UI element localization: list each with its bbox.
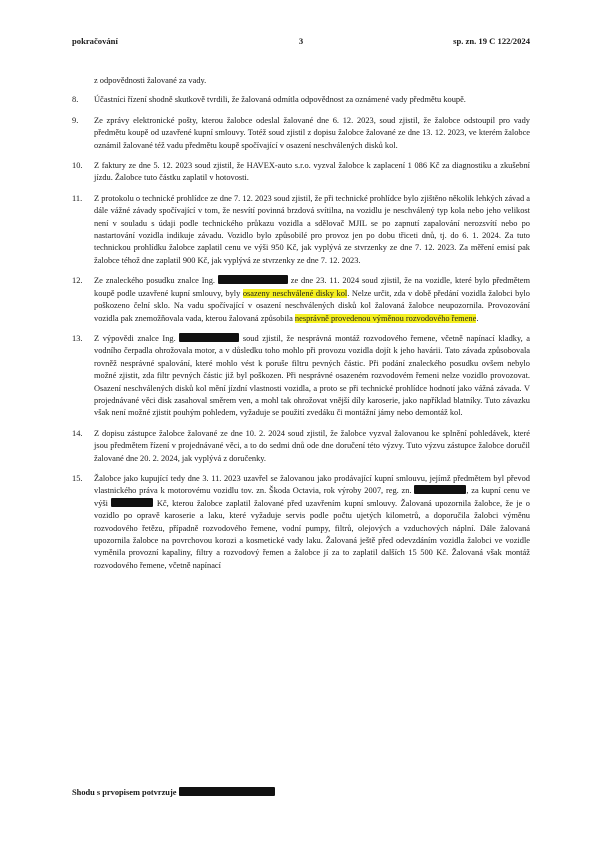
paragraph-12 (72, 275, 530, 325)
redaction-bar (179, 787, 275, 796)
text-segment: . (476, 313, 479, 323)
paragraph-number: 8. (72, 95, 79, 105)
header-continuation-label: pokračování (72, 36, 118, 46)
highlighted-text: nesprávně provedenou výměnou rozvodového řemene (294, 313, 477, 323)
paragraph-text: Účastníci řízení shodně skutkově tvrdili, že žalovaná odmítla odpovědnost za oznámené vady předmětu koupě. (94, 95, 466, 105)
paragraph-11 (72, 193, 530, 267)
paragraph-text: Ze zprávy elektronické pošty, kterou žalobce odeslal žalované dne 6. 12. 2023, soud zjistil, že žalobce odstoupil pro vady předmětu koupě od uzavřené kupní smlouvy. Totéž soud zjistil z dopisu žalobce žalované ze dne 13. 12. 2023, ve kterém žalobce oznámil žalované též vadu předmětu koupě spočívající v osazení neschválených disků kol. (94, 115, 530, 150)
header-case-number: sp. zn. 19 C 122/2024 (453, 36, 530, 46)
redaction-bar (414, 485, 466, 494)
page-header (72, 36, 530, 50)
text-segment: , za kupní cenu ve výši (94, 486, 530, 508)
paragraph-number: 9. (72, 115, 79, 125)
paragraph-number: 12. (72, 276, 83, 286)
text-segment: ze dne 23. 11. 2024 soud zjistil, že na vozidle, které bylo předmětem koupě podle uzavřené kupní smlouvy, byly (94, 276, 530, 298)
paragraph-text (94, 275, 530, 325)
redaction-bar (218, 275, 288, 284)
text-segment: soud zjistil, že nesprávná montáž rozvodového řemene, včetně napínací kladky, a vodního čerpadla ohrožovala motor, a v důsledku toho mohlo při provozu vozidla dojít k jeho havárii. Tato závada způsobovala rovněž nesprávné spalování, které mohlo vést k poruše filtru pevných částic. Při podání znaleckého posudku ovšem nebylo možné zjistit, zda filtr pevných částic již byl poškozen. Při nesprávné osazeném rozvodovém řemeni nelze vozidlo provozovat. Osazení neschválených disků kol mění jízdní vlastnosti vozidla, a proto se při technické prohlídce hodnotí jako vážná závada. V projednávané věci disk zasahoval směrem ven, a mohl tak ohrožovat vnější díly karoserie, jako například blatníky. Tuto závazku však není možné zjistit pouhým pohledem, vyžaduje se použití zvedáku či montážní jámy nebo demontáž kol. (94, 333, 530, 418)
document-body (72, 75, 530, 580)
paragraph-number: 11. (72, 193, 83, 203)
paragraph-number: 14. (72, 428, 83, 438)
paragraph-8 (72, 94, 530, 106)
redaction-bar (179, 333, 239, 342)
paragraph-number: 10. (72, 161, 83, 171)
certification-footer (72, 787, 275, 797)
paragraph-number: 13. (72, 333, 83, 343)
paragraph-text: Z dopisu zástupce žalobce žalované ze dne 10. 2. 2024 soud zjistil, že žalobce vyzval žalovanou ke splnění pohledávek, které jsou předmětem řízení v projednávané věci, a to do sedmi dnů ode dne doručení této výzvy. Tuto výzvu zástupce žalobce doručil žalované dne 20. 2. 2024, jak vyplývá z doručenky. (94, 428, 530, 463)
paragraph-10 (72, 160, 530, 185)
paragraph-13 (72, 333, 530, 420)
paragraph-9 (72, 115, 530, 152)
continuation-paragraph: z odpovědnosti žalované za vady. (94, 76, 207, 85)
text-segment: Kč, kterou žalobce zaplatil žalované před uzavřením kupní smlouvy. Žalovaná upozornila žalobce, že je o vozidlo po opravě karoserie a laku, které vyžaduje servis podle počtu ujetých kilometrů, a doporučila žalobci výměnu rozvodového řetězu, případně rozvodového řemene, vodní pumpy, filtrů, olejových a vzduchových náplní. Dále žalovaná upozornila žalobce na povrchovou korozi a kosmetické vady laku. Žalovaná ještě před odevzdáním vozidla žalobci ve vozidle vyměnila provozní kapaliny, filtry a rozvodový řemen a žalobce jí za to zaplatil dalších 15 500 Kč. Žalovaná však montáž rozvodového řemene, včetně napínací (94, 498, 530, 570)
paragraph-text (94, 333, 530, 420)
text-segment: Z výpovědi znalce Ing. (94, 333, 180, 343)
text-segment: Ze znaleckého posudku znalce Ing. (94, 276, 218, 286)
highlighted-text: osazeny neschválené disky kol (242, 288, 348, 298)
paragraph-number: 15. (72, 473, 83, 483)
paragraph-text (94, 473, 530, 572)
paragraph-14 (72, 428, 530, 465)
redaction-bar (111, 498, 153, 507)
text-segment: . Nelze určit, zda v době předání vozidla žalobci bylo poškozeno čelní sklo. Na vadu spočívající v osazení neschválených disků kol žalovaná žalobce neupozornila. Provozování vozidla pak znemožňovala vada, kterou žalovaná způsobila (94, 288, 530, 323)
header-page-number: 3 (298, 36, 304, 46)
paragraph-text: Z protokolu o technické prohlídce ze dne 7. 12. 2023 soud zjistil, že při technické prohlídce bylo zjištěno několik lehkých závad a dále vážné závady spočívající v tom, že nesvítí povinná brzdová svítilna, na vozidlu je neschválený typ kola nebo jeho velikost není v souladu s údaji podle technického průkazu vozidla a sdělovač MJIL se po zapnutí zapalování nerozsvítí nebo po nastartování vozidla indikuje závadu. Vozidlo bylo způsobilé pro provoz jen po dobu třiceti dnů, tj. do 6. 1. 2024. Za tuto technickou prohlídku žalobce zaplatil cenu ve výši 950 Kč, jak vyplývá ze stvrzenky ze dne 7. 12. 2023. Za měření emisí pak žalobce téhož dne zaplatil 900 Kč, jak vyplývá ze stvrzenky ze dne 7. 12. 2023. (94, 193, 530, 265)
paragraph-15 (72, 473, 530, 572)
text-segment: Žalobce jako kupující tedy dne 3. 11. 2023 uzavřel se žalovanou jako prodávající kupní smlouvu, jejímž předmětem byl převod vlastnického práva k motorovému vozidlu tov. zn. Škoda Octavia, rok výroby 2007, reg. zn. (94, 473, 530, 496)
footer-text: Shodu s prvopisem potvrzuje (72, 788, 179, 797)
paragraph-text: Z faktury ze dne 5. 12. 2023 soud zjistil, že HAVEX-auto s.r.o. vyzval žalobce k zaplacení 1 086 Kč za diagnostiku a zkušební jízdu. Žalobce tuto částku zaplatil v hotovosti. (94, 161, 530, 183)
